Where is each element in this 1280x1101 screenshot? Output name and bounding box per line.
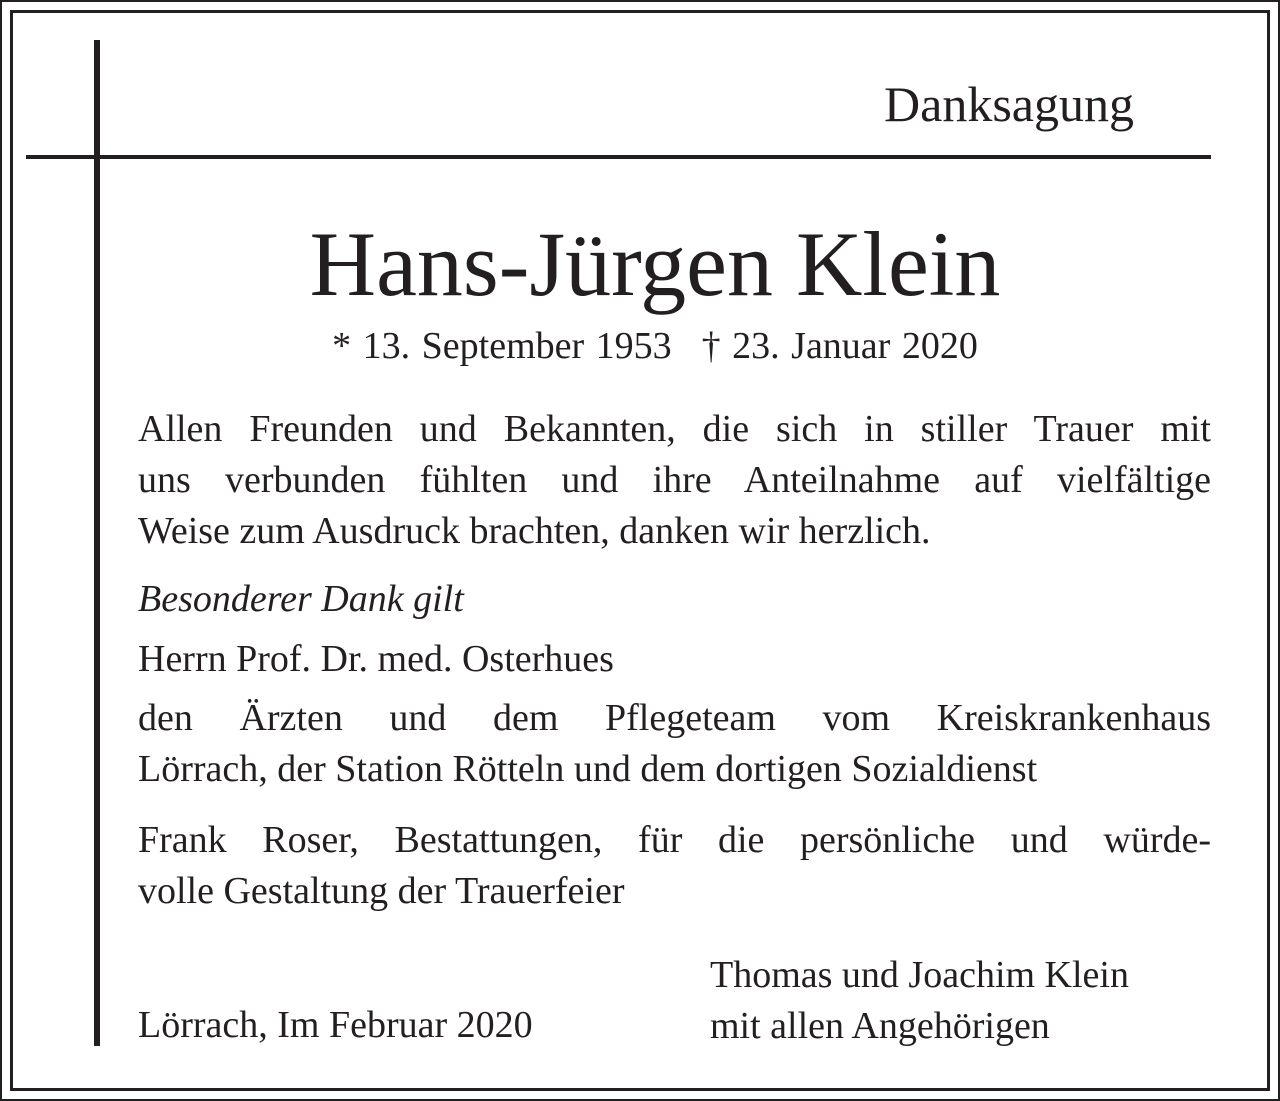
funeral-line: volle Gestaltung der Trauerfeier [138, 870, 625, 912]
signer-line: Thomas und Joachim Klein [710, 954, 1129, 996]
signer-line: mit allen Angehörigen [710, 1005, 1050, 1047]
hospital-line: Lörrach, der Station Rötteln und dem dortigen Sozialdienst [138, 748, 1038, 790]
thank-you-message [138, 404, 1211, 557]
thanks-funeral-home [138, 815, 1211, 917]
message-line: Allen Freunden und Bekannten, die sich in stiller Trauer mit [138, 408, 1211, 450]
special-thanks-intro: Besonderer Dank gilt [138, 578, 464, 620]
thanks-doctor: Herrn Prof. Dr. med. Osterhues [138, 638, 614, 680]
hospital-line: den Ärzten und dem Pflegeteam vom Kreiskrankenhaus [138, 697, 1211, 739]
funeral-line: Frank Roser, Bestattungen, für die persönliche und würde- [138, 819, 1211, 861]
message-line: uns verbunden fühlten und ihre Anteilnahme auf vielfältige [138, 459, 1211, 501]
birth-date: * 13. September 1953 [332, 325, 672, 367]
signers [710, 950, 1129, 1052]
thanks-hospital [138, 693, 1211, 795]
death-date: † 23. Januar 2020 [701, 325, 978, 367]
life-dates [0, 322, 1280, 370]
message-line: Weise zum Ausdruck brachten, danken wir herzlich. [138, 510, 931, 552]
place-and-date: Lörrach, Im Februar 2020 [138, 1004, 533, 1046]
cross-horizontal-bar [26, 155, 1211, 159]
cross-vertical-bar [94, 40, 100, 1046]
notice-heading: Danksagung [884, 76, 1134, 132]
deceased-name: Hans-Jürgen Klein [309, 213, 1001, 315]
